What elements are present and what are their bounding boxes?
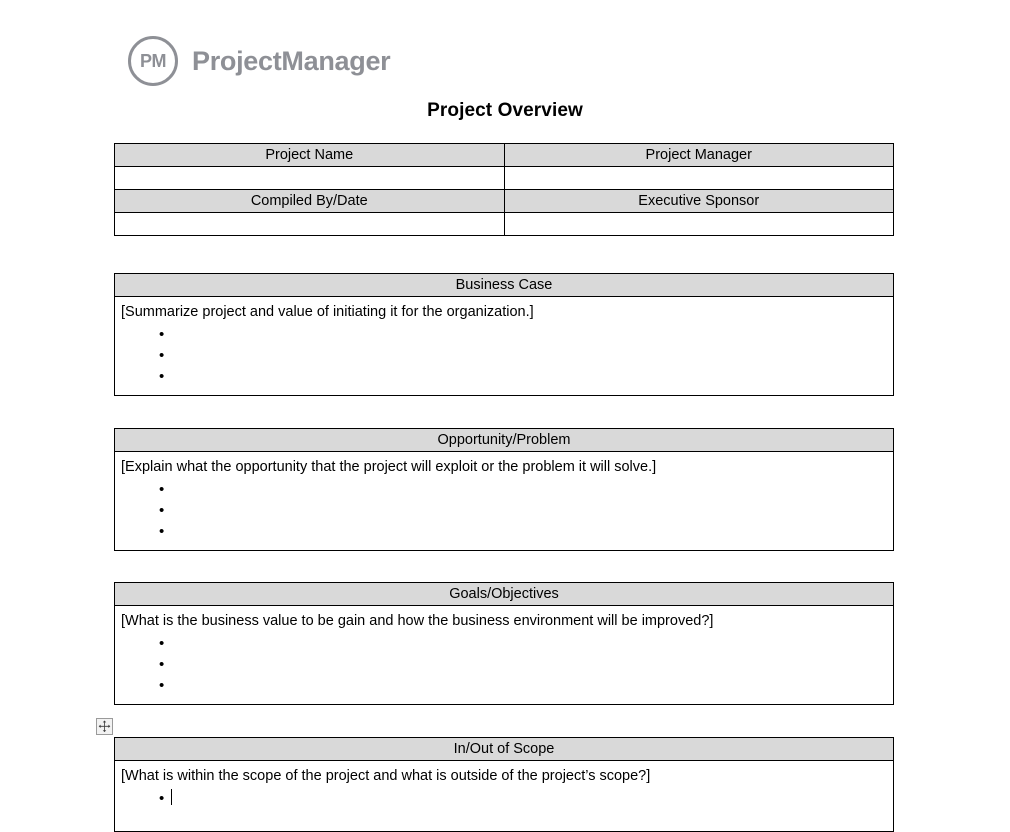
- list-item[interactable]: [121, 633, 893, 654]
- field-executive-sponsor[interactable]: [504, 213, 894, 236]
- section-in-out-of-scope: [114, 737, 894, 832]
- section-heading-business-case: Business Case: [115, 274, 894, 297]
- section-body-row: [115, 452, 894, 551]
- label-project-manager: Project Manager: [504, 144, 894, 167]
- list-item[interactable]: [121, 479, 893, 500]
- list-item[interactable]: [121, 521, 893, 542]
- prompt-text-goals-objectives: [What is the business value to be gain and how the business environment will be improved?]: [121, 613, 714, 629]
- section-header-row: [115, 738, 894, 761]
- table-row: [115, 144, 894, 167]
- section-body-row: [115, 606, 894, 705]
- section-heading-opportunity-problem: Opportunity/Problem: [115, 429, 894, 452]
- section-header-row: [115, 429, 894, 452]
- section-heading-in-out-of-scope: In/Out of Scope: [115, 738, 894, 761]
- field-project-name[interactable]: [115, 167, 505, 190]
- section-body-business-case[interactable]: [115, 297, 894, 396]
- list-item[interactable]: [121, 324, 893, 345]
- list-item[interactable]: [121, 500, 893, 521]
- brand-logo: [128, 36, 390, 86]
- section-header-row: [115, 583, 894, 606]
- section-body-row: [115, 297, 894, 396]
- list-item[interactable]: [121, 366, 893, 387]
- section-body-row: [115, 761, 894, 832]
- brand-wordmark: ProjectManager: [192, 45, 391, 76]
- section-body-goals-objectives[interactable]: [115, 606, 894, 705]
- project-info-table: [114, 143, 894, 236]
- bullet-list-business-case: [121, 324, 893, 387]
- table-row: [115, 190, 894, 213]
- field-project-manager[interactable]: [504, 167, 894, 190]
- table-row: [115, 167, 894, 190]
- text-cursor-caret: [171, 789, 172, 805]
- pm-circle-logo-icon: [128, 36, 178, 86]
- four-way-arrow-move-icon[interactable]: [96, 718, 113, 735]
- label-executive-sponsor: Executive Sponsor: [504, 190, 894, 213]
- label-compiled-by-date: Compiled By/Date: [115, 190, 505, 213]
- prompt-text-business-case: [Summarize project and value of initiating it for the organization.]: [121, 304, 534, 320]
- list-item[interactable]: [121, 675, 893, 696]
- list-item[interactable]: [121, 345, 893, 366]
- page-title: Project Overview: [427, 100, 583, 121]
- section-body-in-out-of-scope[interactable]: [115, 761, 894, 832]
- list-item[interactable]: [121, 654, 893, 675]
- logo-mark-text: PM: [140, 51, 166, 71]
- label-project-name: Project Name: [115, 144, 505, 167]
- bullet-list-goals-objectives: [121, 633, 893, 696]
- section-business-case: [114, 273, 894, 396]
- section-header-row: [115, 274, 894, 297]
- prompt-text-in-out-of-scope: [What is within the scope of the project and what is outside of the project’s scope?]: [121, 768, 651, 784]
- table-row: [115, 213, 894, 236]
- section-opportunity-problem: [114, 428, 894, 551]
- section-body-opportunity-problem[interactable]: [115, 452, 894, 551]
- bullet-list-opportunity-problem: [121, 479, 893, 542]
- prompt-text-opportunity-problem: [Explain what the opportunity that the project will exploit or the problem it will solve.]: [121, 459, 657, 475]
- section-heading-goals-objectives: Goals/Objectives: [115, 583, 894, 606]
- field-compiled-by-date[interactable]: [115, 213, 505, 236]
- section-goals-objectives: [114, 582, 894, 705]
